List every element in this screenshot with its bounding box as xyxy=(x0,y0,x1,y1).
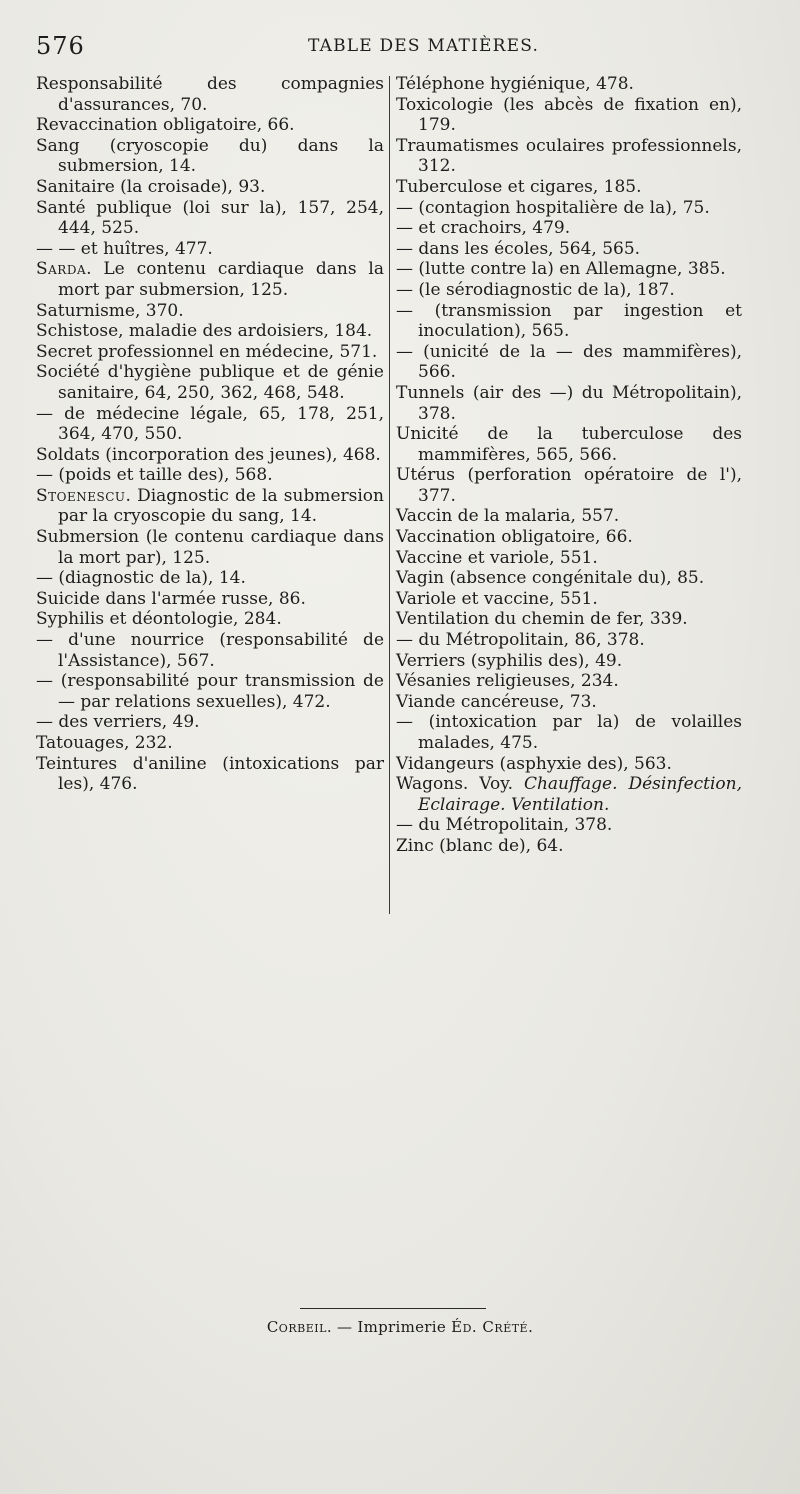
index-entry-text: Suicide dans l'armée russe, 86. xyxy=(36,588,306,609)
index-entry-text: — du Métropolitain, 378. xyxy=(396,815,613,836)
footer-rule xyxy=(300,1308,486,1309)
index-entry xyxy=(396,280,742,301)
index-entry-text: . Le contenu cardiaque dans la mort par submersion, 125. xyxy=(58,259,384,300)
index-entry xyxy=(396,198,742,219)
index-entry xyxy=(396,218,742,239)
index-entry-text: Zinc (blanc de), 64. xyxy=(396,835,564,856)
imprint-end: . xyxy=(528,1318,534,1336)
index-entry xyxy=(36,568,384,589)
index-entry-text: — du Métropolitain, 86, 378. xyxy=(396,630,645,651)
index-entry-text: — des verriers, 49. xyxy=(36,712,200,733)
index-entry-text: — (contagion hospitalière de la), 75. xyxy=(396,197,710,218)
index-entry-text: Chauffage. Désinfection, Eclairage. Ventilation. xyxy=(418,774,743,815)
index-entry-text: Verriers (syphilis des), 49. xyxy=(396,650,623,671)
index-entry-text: Viande cancéreuse, 73. xyxy=(396,691,597,712)
index-entry xyxy=(396,465,742,506)
index-entry xyxy=(36,177,384,198)
index-entry xyxy=(36,754,384,795)
index-entry xyxy=(36,74,384,115)
page-header xyxy=(36,30,760,64)
index-entry xyxy=(396,136,742,177)
imprint-place: Corbeil xyxy=(266,1318,327,1336)
index-entry xyxy=(396,815,742,836)
index-entry xyxy=(396,301,742,342)
index-entry-text: . Diagnostic de la submersion par la cryoscopie du sang, 14. xyxy=(58,485,384,527)
index-entry-text: Traumatismes oculaires professionnels, 312. xyxy=(396,135,742,177)
index-entry-text: Vaccin de la malaria, 557. xyxy=(396,506,620,527)
imprint-text: . — Imprimerie xyxy=(326,1318,452,1336)
index-entry-text: Utérus (perforation opératoire de l'), 377. xyxy=(396,465,742,506)
index-entry xyxy=(36,259,384,300)
index-entry-text: Ventilation du chemin de fer, 339. xyxy=(396,609,688,630)
index-entry xyxy=(36,486,384,527)
index-entry-text: Sarda xyxy=(36,259,87,280)
index-entry xyxy=(396,95,742,136)
index-entry xyxy=(396,589,742,610)
index-entry-text: Soldats (incorporation des jeunes), 468. xyxy=(36,444,381,465)
index-entry xyxy=(396,609,742,630)
index-entry xyxy=(396,259,742,280)
index-entry-text: — (responsabilité pour transmission de — par relations sexuelles), 472. xyxy=(36,671,384,712)
index-entry-text: — d'une nourrice (responsabilité de l'Assistance), 567. xyxy=(36,630,384,671)
index-entry xyxy=(396,383,742,424)
index-entry xyxy=(36,589,384,610)
index-entry xyxy=(396,342,742,383)
index-entry xyxy=(396,836,742,857)
index-entry xyxy=(36,321,384,342)
index-entry-text: Sanitaire (la croisade), 93. xyxy=(36,176,266,197)
index-entry-text: — (diagnostic de la), 14. xyxy=(36,568,246,589)
index-entry-text: Stoenescu xyxy=(36,485,126,506)
column-divider xyxy=(389,76,390,914)
index-entry xyxy=(396,630,742,651)
index-entry-text: Vaccine et variole, 551. xyxy=(396,547,598,568)
index-entry xyxy=(36,115,384,136)
index-entry-text: Tunnels (air des —) du Métropolitain), 378. xyxy=(396,382,742,424)
index-entry-text: Tuberculose et cigares, 185. xyxy=(396,176,642,197)
index-entry-text: — (poids et taille des), 568. xyxy=(36,465,273,486)
index-entry-text: Variole et vaccine, 551. xyxy=(396,588,598,609)
index-entry xyxy=(36,404,384,445)
index-column-right xyxy=(396,74,742,857)
index-entry-text: Téléphone hygiénique, 478. xyxy=(396,74,634,94)
index-entry xyxy=(36,239,384,260)
index-entry xyxy=(36,630,384,671)
index-entry xyxy=(396,651,742,672)
index-entry-text: — et crachoirs, 479. xyxy=(396,218,571,239)
imprint-line xyxy=(0,1318,800,1336)
index-entry xyxy=(36,198,384,239)
running-title: TABLE DES MATIÈRES. xyxy=(308,36,540,56)
index-entry-text: — (unicité de la — des mammifères), 566. xyxy=(396,341,742,383)
index-entry xyxy=(396,754,742,775)
imprint-printer: Éd. Crété xyxy=(451,1318,529,1336)
index-entry-text: Saturnisme, 370. xyxy=(36,300,184,321)
index-entry-text: Secret professionnel en médecine, 571. xyxy=(36,341,378,362)
index-column-left xyxy=(36,74,384,795)
index-entry-text: Submersion (le contenu cardiaque dans la mort par), 125. xyxy=(36,527,384,568)
index-entry-text: Schistose, maladie des ardoisiers, 184. xyxy=(36,321,373,342)
index-entry-text: Vésanies religieuses, 234. xyxy=(396,671,619,692)
page-number: 576 xyxy=(36,32,85,60)
index-entry xyxy=(396,548,742,569)
index-entry-text: Sang (cryoscopie du) dans la submersion, 14. xyxy=(36,135,384,177)
index-entry xyxy=(36,609,384,630)
index-entry xyxy=(396,177,742,198)
index-entry xyxy=(36,712,384,733)
index-entry-text: Tatouages, 232. xyxy=(36,733,173,753)
index-entry xyxy=(396,424,742,465)
index-entry-text: Vaccination obligatoire, 66. xyxy=(396,527,633,548)
index-entry-text: — (lutte contre la) en Allemagne, 385. xyxy=(396,259,726,280)
index-entry-text: Vagin (absence congénitale du), 85. xyxy=(396,568,705,589)
index-entry xyxy=(36,445,384,466)
index-entry xyxy=(396,774,742,815)
index-entry xyxy=(396,239,742,260)
index-entry-text: Revaccination obligatoire, 66. xyxy=(36,115,295,136)
index-entry-text: Toxicologie (les abcès de fixation en), 179. xyxy=(396,94,742,136)
index-entry xyxy=(396,712,742,753)
index-entry-text: — (le sérodiagnostic de la), 187. xyxy=(396,279,675,300)
index-entry-text: Syphilis et déontologie, 284. xyxy=(36,609,282,630)
index-entry-text: Teintures d'aniline (intoxications par les), 476. xyxy=(36,753,384,795)
index-entry xyxy=(396,671,742,692)
index-entry-text: — dans les écoles, 564, 565. xyxy=(396,238,641,259)
index-entry xyxy=(36,671,384,712)
index-entry xyxy=(36,362,384,403)
index-entry-text: — (transmission par ingestion et inoculation), 565. xyxy=(396,300,742,342)
index-entry xyxy=(36,465,384,486)
index-entry xyxy=(396,527,742,548)
index-entry xyxy=(36,733,384,754)
index-entry-text: Société d'hygiène publique et de génie sanitaire, 64, 250, 362, 468, 548. xyxy=(36,362,384,403)
index-entry xyxy=(36,136,384,177)
index-entry xyxy=(396,568,742,589)
index-entry xyxy=(396,506,742,527)
index-entry-text: Responsabilité des compagnies d'assurances, 70. xyxy=(36,74,384,115)
index-entry-text: Vidangeurs (asphyxie des), 563. xyxy=(396,753,672,774)
index-entry xyxy=(36,527,384,568)
index-entry-text: — — et huîtres, 477. xyxy=(36,238,213,259)
index-entry-text: Santé publique (loi sur la), 157, 254, 444, 525. xyxy=(36,197,384,239)
index-entry-text: Wagons. Voy. xyxy=(396,774,524,795)
index-entry xyxy=(396,74,742,95)
index-entry-text: — (intoxication par la) de volailles malades, 475. xyxy=(396,712,742,753)
index-entry xyxy=(36,342,384,363)
index-entry xyxy=(36,301,384,322)
index-entry-text: — de médecine légale, 65, 178, 251, 364, 470, 550. xyxy=(36,403,384,445)
index-entry xyxy=(396,692,742,713)
index-entry-text: Unicité de la tuberculose des mammifères, 565, 566. xyxy=(396,424,742,465)
